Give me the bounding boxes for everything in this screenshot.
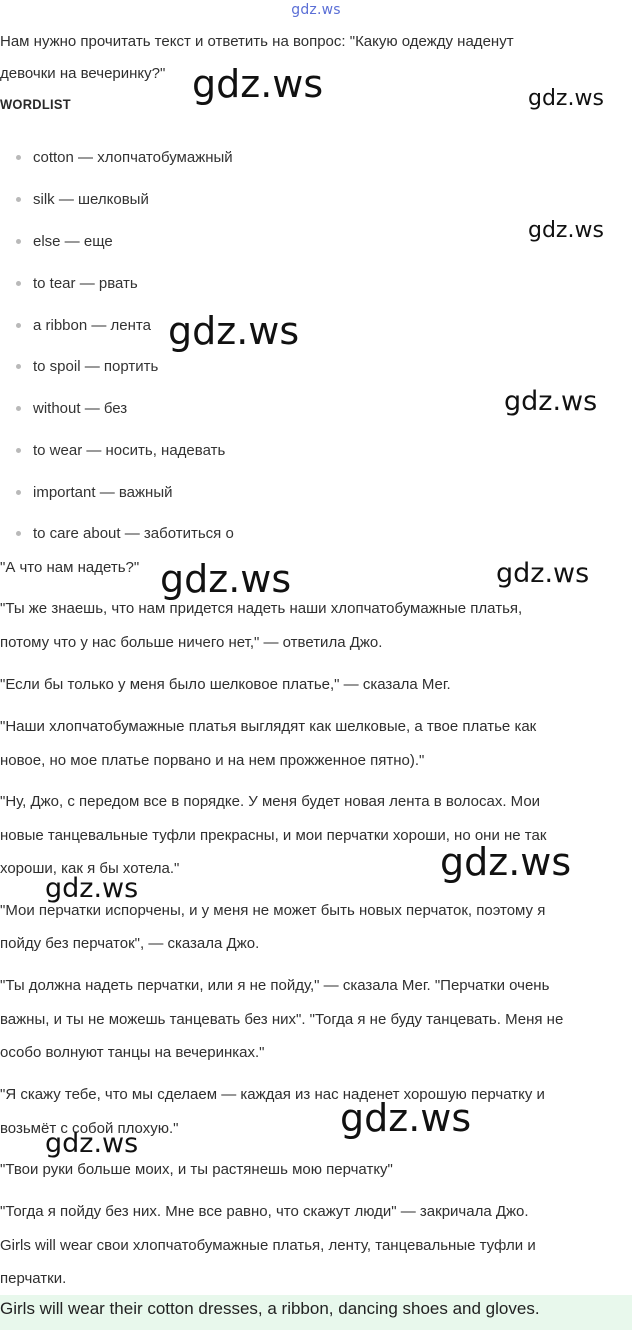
wordlist-item — [16, 400, 127, 417]
wordlist-item-text: to wear — носить, надевать — [33, 442, 226, 459]
watermark: gdz.ws — [168, 309, 300, 353]
bullet-icon — [16, 406, 21, 411]
bullet-icon — [16, 448, 21, 453]
intro-line-2: девочки на вечеринку?" — [0, 65, 166, 82]
bullet-icon — [16, 281, 21, 286]
translation-line: "Если бы только у меня было шелковое платье," — сказала Мег. — [0, 676, 451, 693]
bullet-icon — [16, 197, 21, 202]
watermark: gdz.ws — [340, 1096, 472, 1140]
wordlist-title: WORDLIST — [0, 96, 71, 112]
translation-line: "Ну, Джо, с передом все в порядке. У меня будет новая лента в волосах. Мои — [0, 793, 541, 810]
translation-line: хороши, как я бы хотела." — [0, 860, 180, 877]
bullet-icon — [16, 531, 21, 536]
wordlist-item — [16, 275, 138, 292]
translation-line: пойду без перчаток", — сказала Джо. — [0, 935, 260, 952]
wordlist-item — [16, 358, 158, 375]
translation-line: особо волнуют танцы на вечеринках." — [0, 1044, 265, 1061]
translation-line: "Наши хлопчатобумажные платья выглядят как шелковые, а твое платье как — [0, 718, 537, 735]
wordlist-item — [16, 149, 233, 166]
watermark: gdz.ws — [496, 558, 590, 589]
wordlist-item-text: a ribbon — лента — [33, 317, 151, 334]
wordlist-item-text: to care about — заботиться о — [33, 525, 234, 542]
wordlist-item-text: silk — шелковый — [33, 191, 149, 208]
bullet-icon — [16, 490, 21, 495]
watermark: gdz.ws — [45, 1128, 139, 1159]
watermark: gdz.ws — [192, 62, 324, 106]
translation-line: Girls will wear свои хлопчатобумажные платья, ленту, танцевальные туфли и — [0, 1237, 536, 1254]
translation-line: потому что у нас больше ничего нет," — ответила Джо. — [0, 634, 383, 651]
translation-line: "Ты должна надеть перчатки, или я не пойду," — сказала Мег. "Перчатки очень — [0, 977, 550, 994]
translation-line: важны, и ты не можешь танцевать без них". "Тогда я не буду танцевать. Меня не — [0, 1011, 564, 1028]
watermark: gdz.ws — [440, 840, 572, 884]
wordlist-item-text: cotton — хлопчатобумажный — [33, 149, 233, 166]
wordlist-item — [16, 442, 225, 459]
wordlist-item — [16, 317, 151, 334]
wordlist-item — [16, 525, 234, 542]
translation-line: "Я скажу тебе, что мы сделаем — каждая из нас наденет хорошую перчатку и — [0, 1086, 545, 1103]
translation-line: перчатки. — [0, 1270, 67, 1287]
translation-line: "Тогда я пойду без них. Мне все равно, что скажут люди" — закричала Джо. — [0, 1203, 529, 1220]
bullet-icon — [16, 323, 21, 328]
bullet-icon — [16, 155, 21, 160]
watermark: gdz.ws — [45, 873, 139, 904]
wordlist-item-text: to tear — рвать — [33, 275, 138, 292]
translation-line: "Мои перчатки испорчены, и у меня не может быть новых перчаток, поэтому я — [0, 902, 546, 919]
wordlist-item-text: important — важный — [33, 484, 173, 501]
wordlist-item-text: to spoil — портить — [33, 358, 159, 375]
translation-line: новые танцевальные туфли прекрасны, и мои перчатки хороши, но они не так — [0, 827, 547, 844]
watermark: gdz.ws — [528, 86, 604, 111]
translation-line: "Ты же знаешь, что нам придется надеть наши хлопчатобумажные платья, — [0, 600, 523, 617]
wordlist-item — [16, 191, 149, 208]
translation-line: возьмёт с собой плохую." — [0, 1120, 179, 1137]
watermark: gdz.ws — [160, 557, 292, 601]
translation-line: новое, но мое платье порвано и на нем прожженное пятно)." — [0, 752, 425, 769]
bullet-icon — [16, 364, 21, 369]
wordlist-item-text: else — еще — [33, 233, 113, 250]
watermark: gdz.ws — [504, 386, 598, 417]
translation-line: "А что нам надеть?" — [0, 559, 140, 576]
site-watermark-top: gdz.ws — [291, 2, 341, 18]
watermark: gdz.ws — [528, 218, 604, 243]
wordlist-item — [16, 484, 172, 501]
answer-text: Girls will wear their cotton dresses, a ribbon, dancing shoes and gloves. — [0, 1299, 540, 1318]
intro-line-1: Нам нужно прочитать текст и ответить на вопрос: "Какую одежду наденут — [0, 33, 514, 50]
wordlist-item-text: without — без — [33, 400, 128, 417]
bullet-icon — [16, 239, 21, 244]
wordlist-item — [16, 233, 113, 250]
translation-line: "Твои руки больше моих, и ты растянешь мою перчатку" — [0, 1161, 393, 1178]
